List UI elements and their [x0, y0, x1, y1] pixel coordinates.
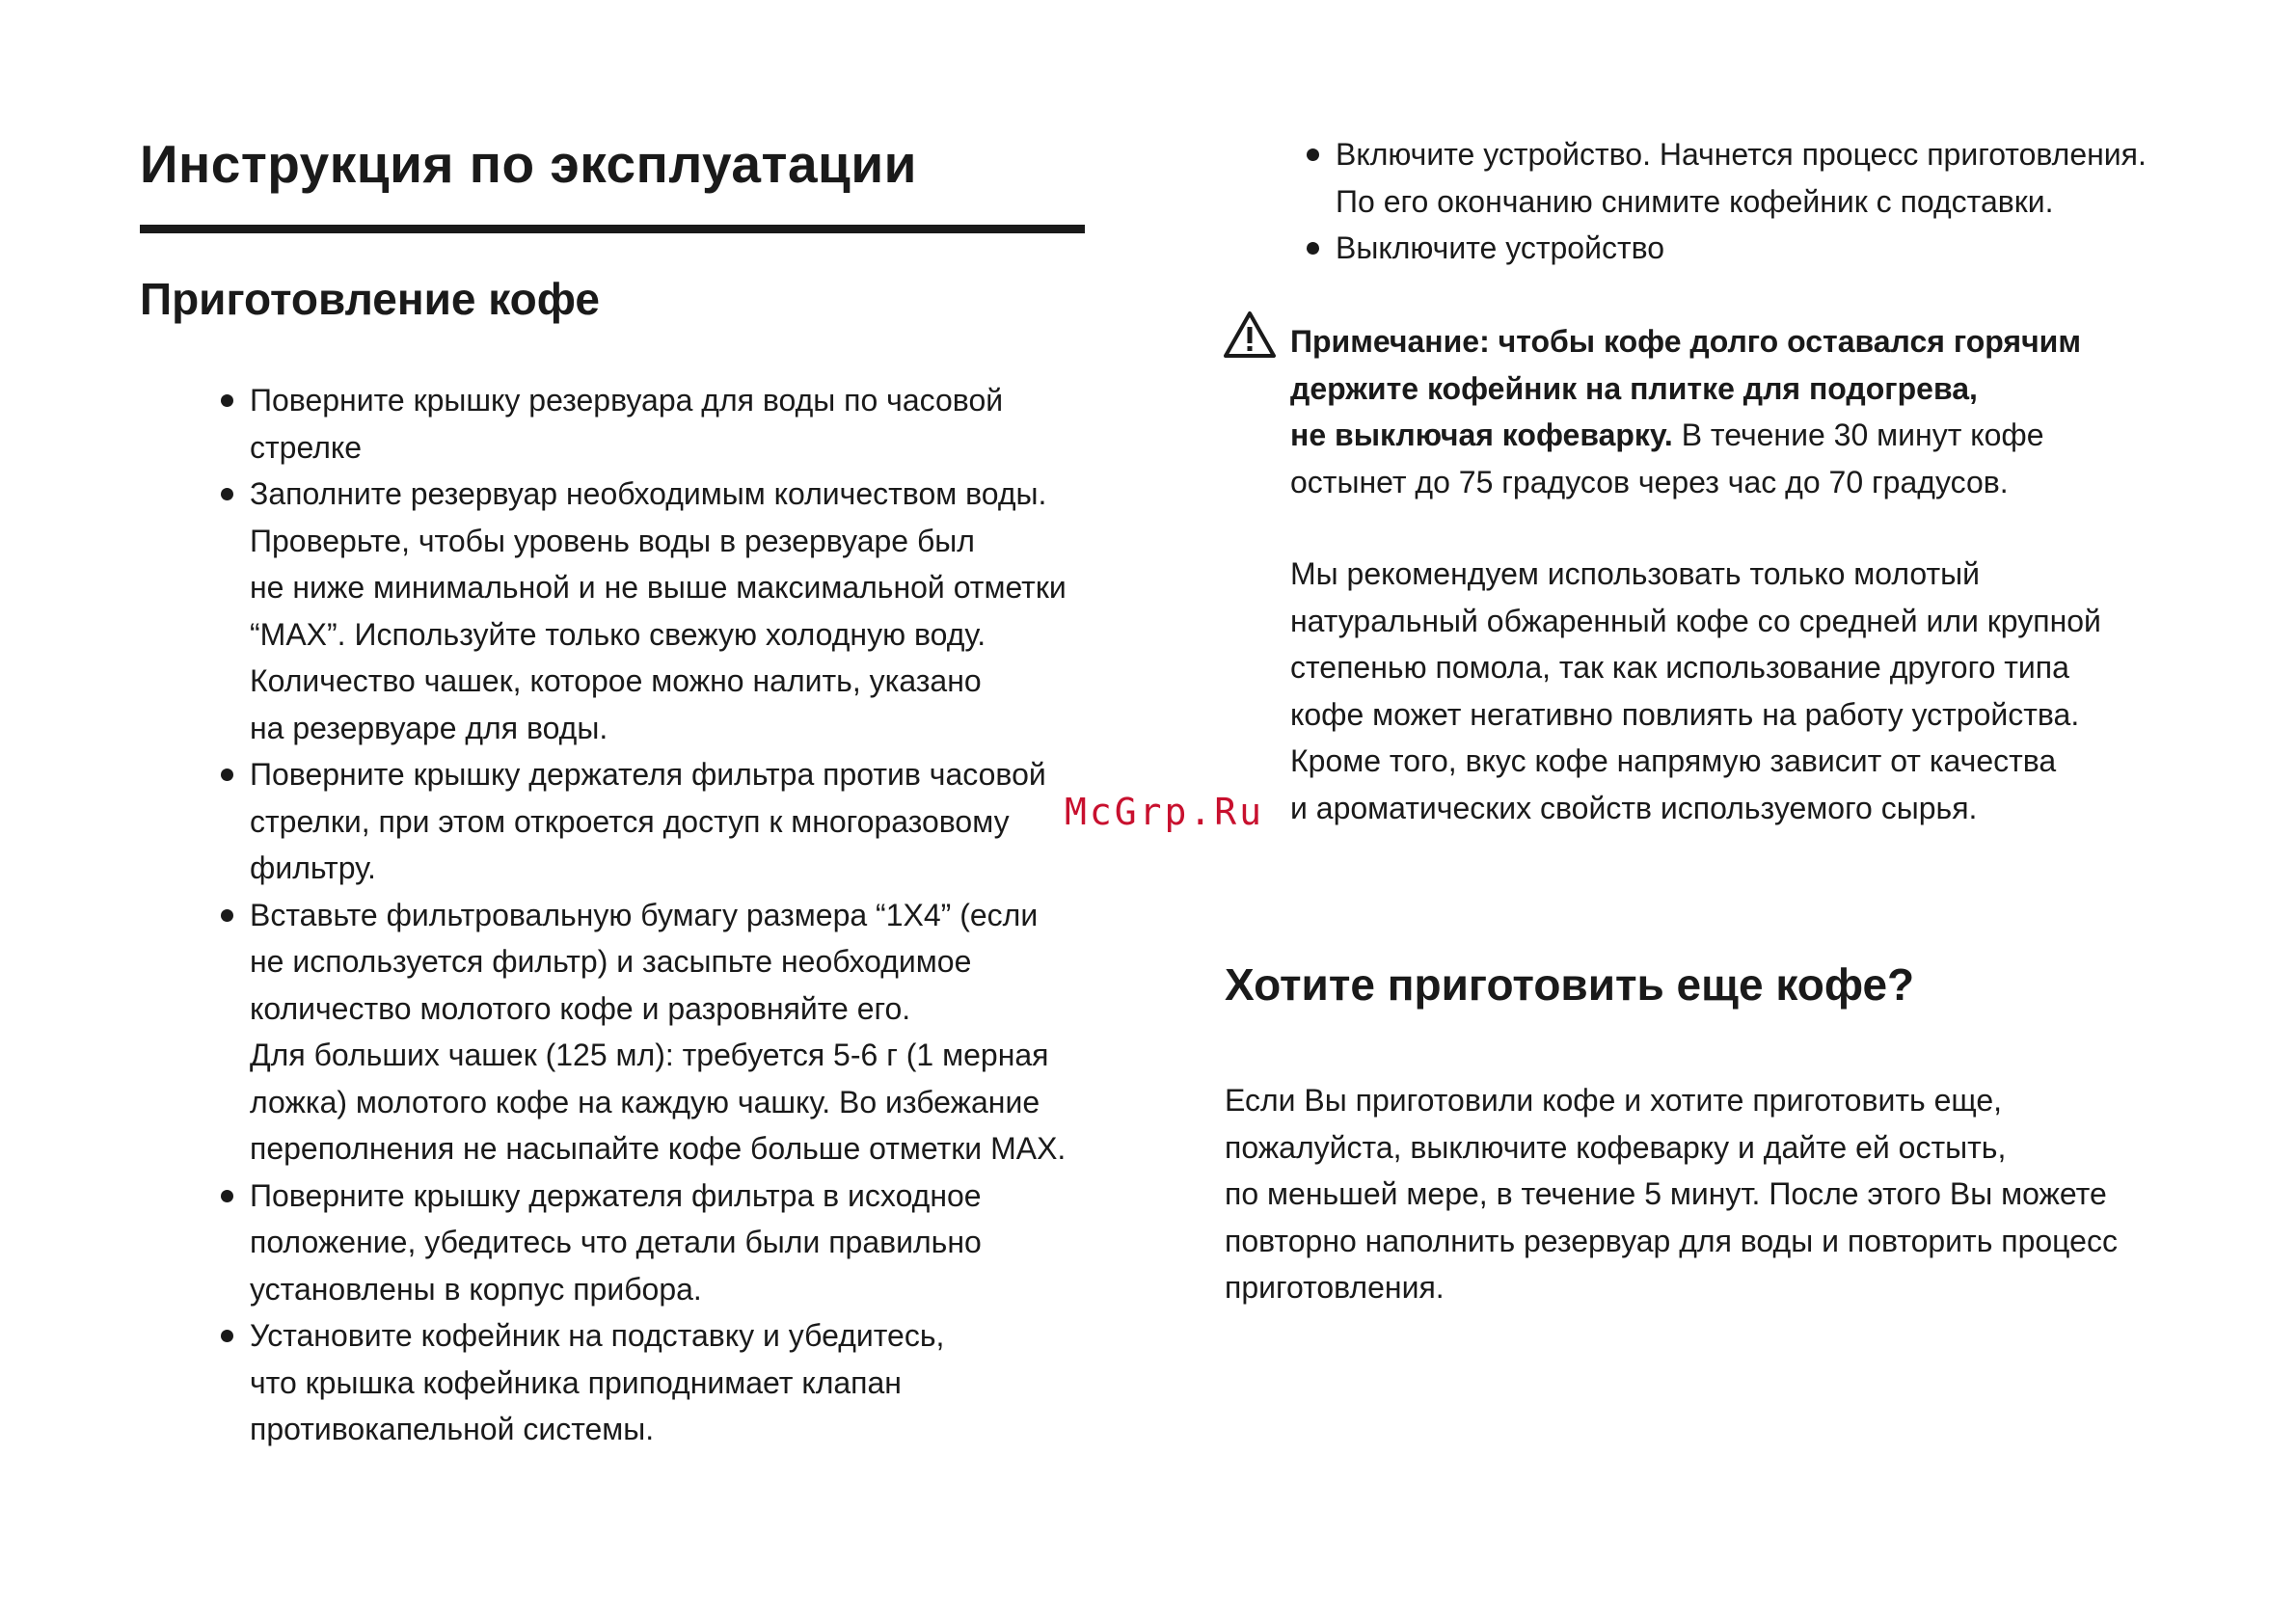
bullet-dot-icon: [221, 1330, 233, 1342]
bullet-dot-icon: [221, 394, 233, 407]
list-item-line: Поверните крышку резервуара для воды по часовой: [250, 383, 1004, 418]
more-coffee-paragraph: [1225, 1077, 2118, 1311]
note-bold-line: Примечание: чтобы кофе долго оставался горячим: [1290, 324, 2081, 359]
list-item: [250, 892, 1067, 1173]
recommendation-paragraph: [1290, 551, 2101, 831]
list-item-line: “MAX”. Используйте только свежую холодную воду.: [250, 616, 986, 652]
list-item-line: Поверните крышку держателя фильтра против часовой: [250, 757, 1046, 792]
list-item-line: что крышка кофейника приподнимает клапан: [250, 1364, 902, 1400]
paragraph-line: повторно наполнить резервуар для воды и повторить процесс: [1225, 1223, 2118, 1258]
paragraph-line: Если Вы приготовили кофе и хотите приготовить еще,: [1225, 1083, 2003, 1118]
list-item-line: Проверьте, чтобы уровень воды в резервуаре был: [250, 523, 975, 558]
list-item-line: ложка) молотого кофе на каждую чашку. Во избежание: [250, 1084, 1040, 1119]
list-item-line: переполнения не насыпайте кофе больше отметки MAX.: [250, 1131, 1067, 1166]
list-item-line: Вставьте фильтровальную бумагу размера “1X4” (если: [250, 897, 1039, 932]
paragraph-line: пожалуйста, выключите кофеварку и дайте ей остыть,: [1225, 1129, 2007, 1165]
list-item-line: стрелке: [250, 429, 363, 465]
paragraph-line: Мы рекомендуем использовать только молотый: [1290, 556, 1980, 591]
list-item: [250, 377, 1067, 471]
list-item-line: не используется фильтр) и засыпьте необходимое: [250, 944, 972, 979]
list-item-line: установлены в корпус прибора.: [250, 1271, 702, 1307]
list-item-line: фильтру.: [250, 850, 376, 885]
list-item: [1336, 225, 2147, 272]
paragraph-line: натуральный обжаренный кофе со средней или крупной: [1290, 603, 2101, 638]
note-block: [1290, 318, 2081, 505]
paragraph-line: по меньшей мере, в течение 5 минут. После этого Вы можете: [1225, 1176, 2107, 1211]
note-mixed-line: [1290, 412, 2081, 459]
section-title-more-coffee: Хотите приготовить еще кофе?: [1225, 959, 1915, 1010]
section-title-coffee: Приготовление кофе: [140, 274, 601, 324]
list-item: [250, 471, 1067, 751]
title-underline-rule: [140, 225, 1085, 233]
paragraph-line: приготовления.: [1225, 1270, 1445, 1305]
paragraph-line: и ароматических свойств используемого сырья.: [1290, 790, 1978, 825]
list-item-line: По его окончанию снимите кофейник с подставки.: [1336, 183, 2054, 219]
bullet-dot-icon: [1307, 242, 1319, 255]
list-item: [250, 1312, 1067, 1453]
list-item-line: Количество чашек, которое можно налить, указано: [250, 663, 982, 698]
bullet-dot-icon: [221, 1190, 233, 1202]
note-bold-line: держите кофейник на плитке для подогрева,: [1290, 370, 1978, 406]
list-item-line: Поверните крышку держателя фильтра в исходное: [250, 1177, 982, 1213]
paragraph-line: Кроме того, вкус кофе напрямую зависит от качества: [1290, 743, 2057, 778]
list-item: [1336, 131, 2147, 225]
list-item-line: стрелки, при этом откроется доступ к многоразовому: [250, 803, 1010, 839]
list-item-line: Установите кофейник на подставку и убедитесь,: [250, 1318, 945, 1353]
list-item-line: Заполните резервуар необходимым количеством воды.: [250, 476, 1047, 511]
watermark-text: McGrp.Ru: [1065, 791, 1265, 833]
paragraph-line: кофе может негативно повлиять на работу устройства.: [1290, 696, 2080, 732]
steps-list-left: [250, 377, 1067, 1453]
note-normal-line: остынет до 75 градусов через час до 70 градусов.: [1290, 464, 2009, 499]
list-item-line: Включите устройство. Начнется процесс приготовления.: [1336, 137, 2147, 172]
page-title: Инструкция по эксплуатации: [140, 134, 917, 194]
list-item-line: противокапельной системы.: [250, 1412, 655, 1446]
steps-list-right: [1336, 131, 2147, 272]
bullet-dot-icon: [1307, 148, 1319, 161]
list-item-line: положение, убедитесь что детали были правильно: [250, 1225, 982, 1259]
list-item-line: на резервуаре для воды.: [250, 710, 608, 745]
list-item-line: Для больших чашек (125 мл): требуется 5-6 г (1 мерная: [250, 1038, 1049, 1072]
warning-triangle-icon: [1223, 310, 1277, 359]
list-item: [250, 1173, 1067, 1313]
list-item-line: количество молотого кофе и разровняйте его.: [250, 990, 911, 1026]
list-item: [250, 751, 1067, 892]
note-bold-fragment: не выключая кофеварку.: [1290, 418, 1673, 452]
paragraph-line: степенью помола, так как использование другого типа: [1290, 650, 2069, 685]
bullet-dot-icon: [221, 909, 233, 922]
list-item-line: не ниже минимальной и не выше максимальной отметки: [250, 570, 1067, 605]
bullet-dot-icon: [221, 488, 233, 500]
bullet-dot-icon: [221, 769, 233, 781]
list-item-line: Выключите устройство: [1336, 230, 1665, 265]
note-normal-fragment: В течение 30 минут кофе: [1672, 418, 2044, 452]
